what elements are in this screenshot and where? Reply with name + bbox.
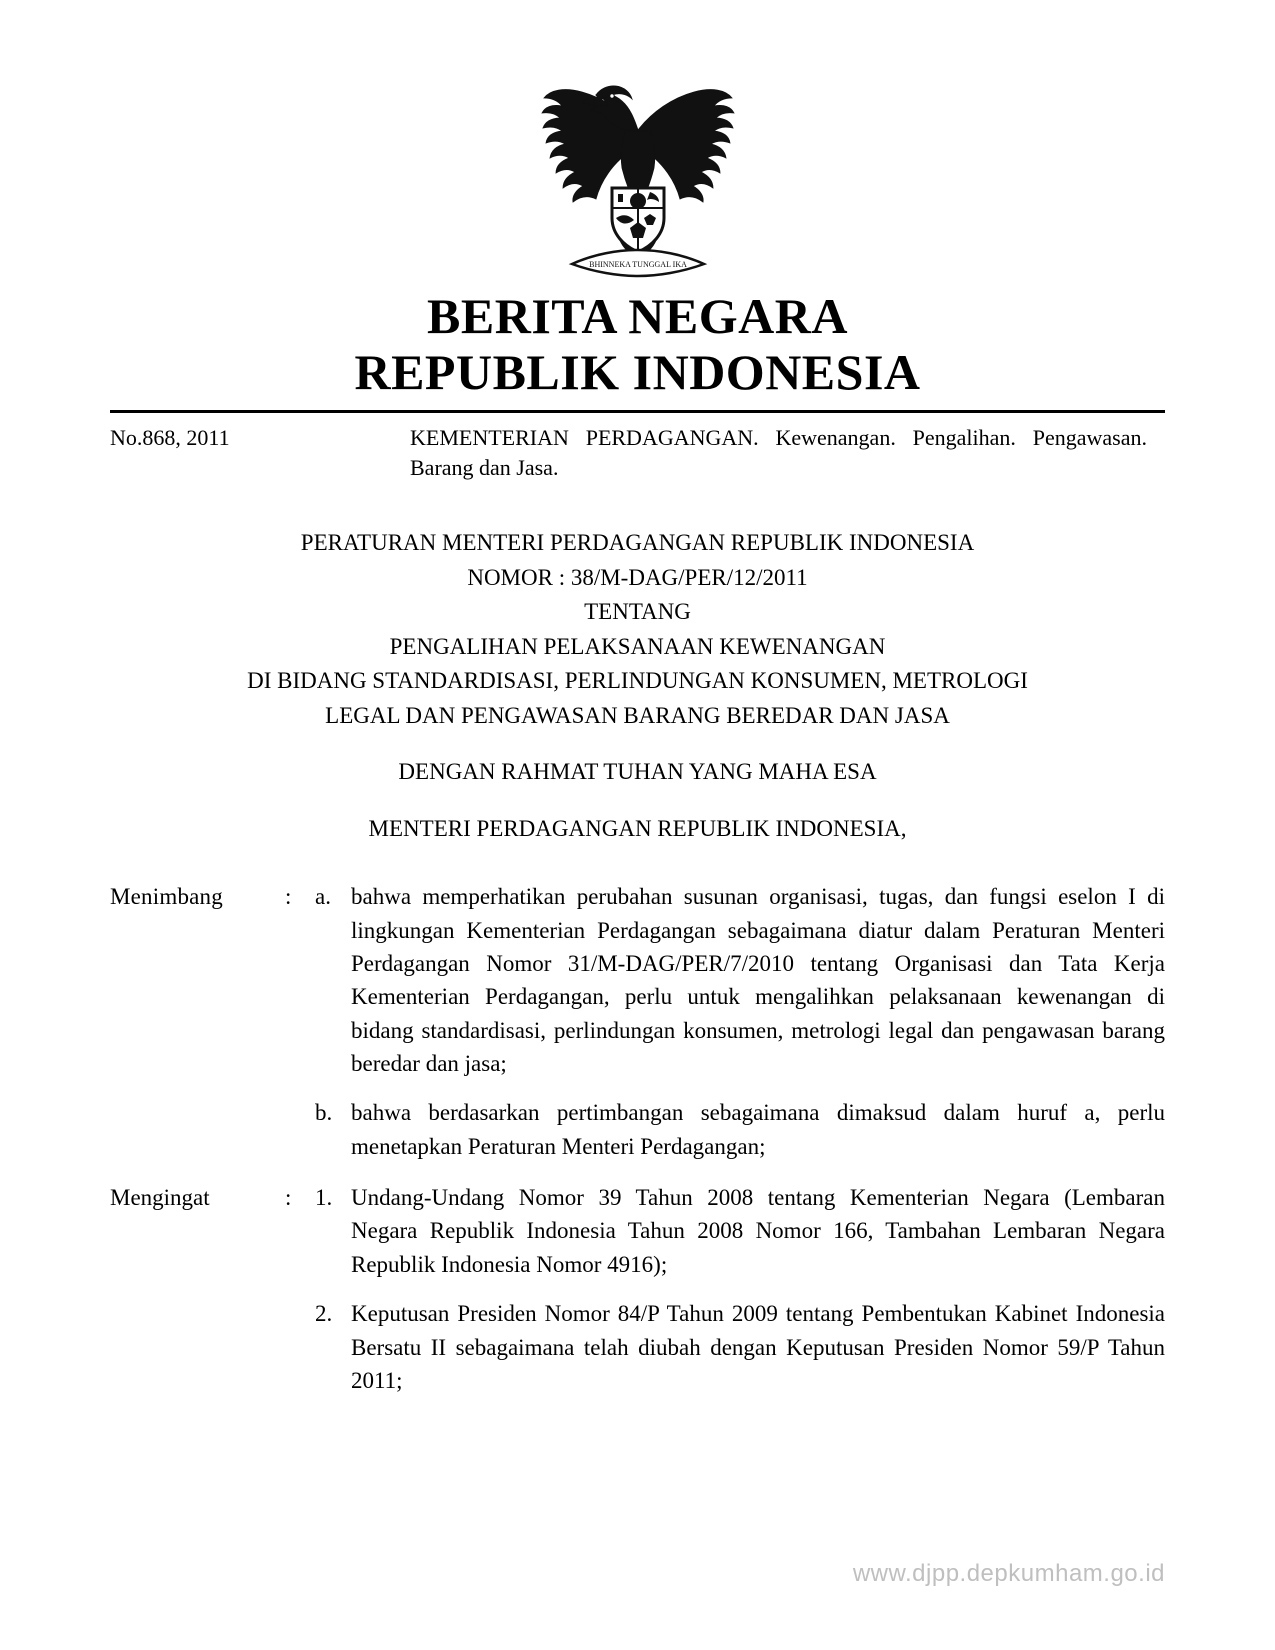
list-item-marker: 2. bbox=[315, 1301, 333, 1327]
emblem-motto: BHINNEKA TUNGGAL IKA bbox=[588, 260, 687, 269]
title-line-1: PERATURAN MENTERI PERDAGANGAN REPUBLIK INDONESIA bbox=[300, 530, 975, 556]
title-line-8: MENTERI PERDAGANGAN REPUBLIK INDONESIA, bbox=[368, 815, 907, 841]
list-item-marker: 1. bbox=[315, 1185, 333, 1211]
masthead-line-2: REPUBLIK INDONESIA bbox=[354, 344, 921, 400]
list-item-text: bahwa memperhatikan perubahan susunan organisasi, tugas, dan fungsi eselon I di lingkungan Kementerian Perdagangan sebagaimana diatur dalam Peraturan Menteri Perdagangan Nomor 31/M-DAG/PER/7/2010 tentang Organisasi dan Tata Kerja Kementerian Perdagangan, perlu untuk mengalihkan pelaksanaan kewenangan di bidang standardisasi, perlindungan konsumen, metrologi legal dan pengawasan barang beredar dan jasa; bbox=[351, 884, 1165, 1077]
list-item bbox=[315, 1181, 1165, 1281]
list-item-marker: b. bbox=[315, 1100, 333, 1126]
clause-items-menimbang bbox=[315, 880, 1165, 1163]
title-line-3: TENTANG bbox=[584, 599, 691, 625]
clause-mengingat bbox=[110, 1181, 1165, 1397]
footer-watermark-url: www.djpp.depkumham.go.id bbox=[852, 1560, 1165, 1587]
title-spacer-2 bbox=[110, 790, 1165, 812]
list-item bbox=[315, 880, 1165, 1080]
garuda-pancasila-emblem bbox=[538, 68, 738, 278]
title-line-6: LEGAL DAN PENGAWASAN BARANG BEREDAR DAN JASA bbox=[325, 702, 950, 728]
list-item-text: Keputusan Presiden Nomor 84/P Tahun 2009 tentang Pembentukan Kabinet Indonesia Bersatu II sebagaimana telah diubah dengan Keputusan Presiden Nomor 59/P Tahun 2011; bbox=[351, 1301, 1165, 1393]
emblem-container bbox=[110, 68, 1165, 288]
list-item-text: Undang-Undang Nomor 39 Tahun 2008 tentang Kementerian Negara (Lembaran Negara Republik Indonesia Tahun 2008 Nomor 166, Tambahan Lembaran Negara Republik Indonesia Nomor 4916); bbox=[351, 1185, 1165, 1277]
masthead-line-1: BERITA NEGARA bbox=[427, 288, 848, 344]
list-item bbox=[315, 1297, 1165, 1397]
list-item-marker: a. bbox=[315, 884, 331, 910]
issue-subject: KEMENTERIAN PERDAGANGAN. Kewenangan. Pengalihan. Pengawasan. Barang dan Jasa. bbox=[410, 425, 1147, 480]
title-line-5: DI BIDANG STANDARDISASI, PERLINDUNGAN KONSUMEN, METROLOGI bbox=[247, 668, 1028, 694]
clauses-section bbox=[110, 880, 1165, 1397]
clause-colon-mengingat: : bbox=[285, 1185, 292, 1211]
title-line-4: PENGALIHAN PELAKSANAAN KEWENANGAN bbox=[389, 633, 886, 659]
clause-items-mengingat bbox=[315, 1181, 1165, 1397]
title-line-2: NOMOR : 38/M-DAG/PER/12/2011 bbox=[467, 564, 808, 590]
clause-label-mengingat: Mengingat bbox=[110, 1185, 210, 1211]
title-spacer bbox=[110, 733, 1165, 755]
clause-menimbang bbox=[110, 880, 1165, 1163]
clause-label-menimbang: Menimbang bbox=[110, 884, 223, 910]
regulation-title-block bbox=[110, 526, 1165, 846]
issue-bar bbox=[110, 423, 1165, 482]
masthead bbox=[110, 288, 1165, 400]
list-item-text: bahwa berdasarkan pertimbangan sebagaimana dimaksud dalam huruf a, perlu menetapkan Peraturan Menteri Perdagangan; bbox=[351, 1100, 1165, 1159]
issue-number: No.868, 2011 bbox=[110, 425, 230, 450]
clause-colon-menimbang: : bbox=[285, 884, 292, 910]
title-line-7: DENGAN RAHMAT TUHAN YANG MAHA ESA bbox=[398, 759, 877, 785]
masthead-divider bbox=[110, 410, 1165, 413]
list-item bbox=[315, 1096, 1165, 1163]
